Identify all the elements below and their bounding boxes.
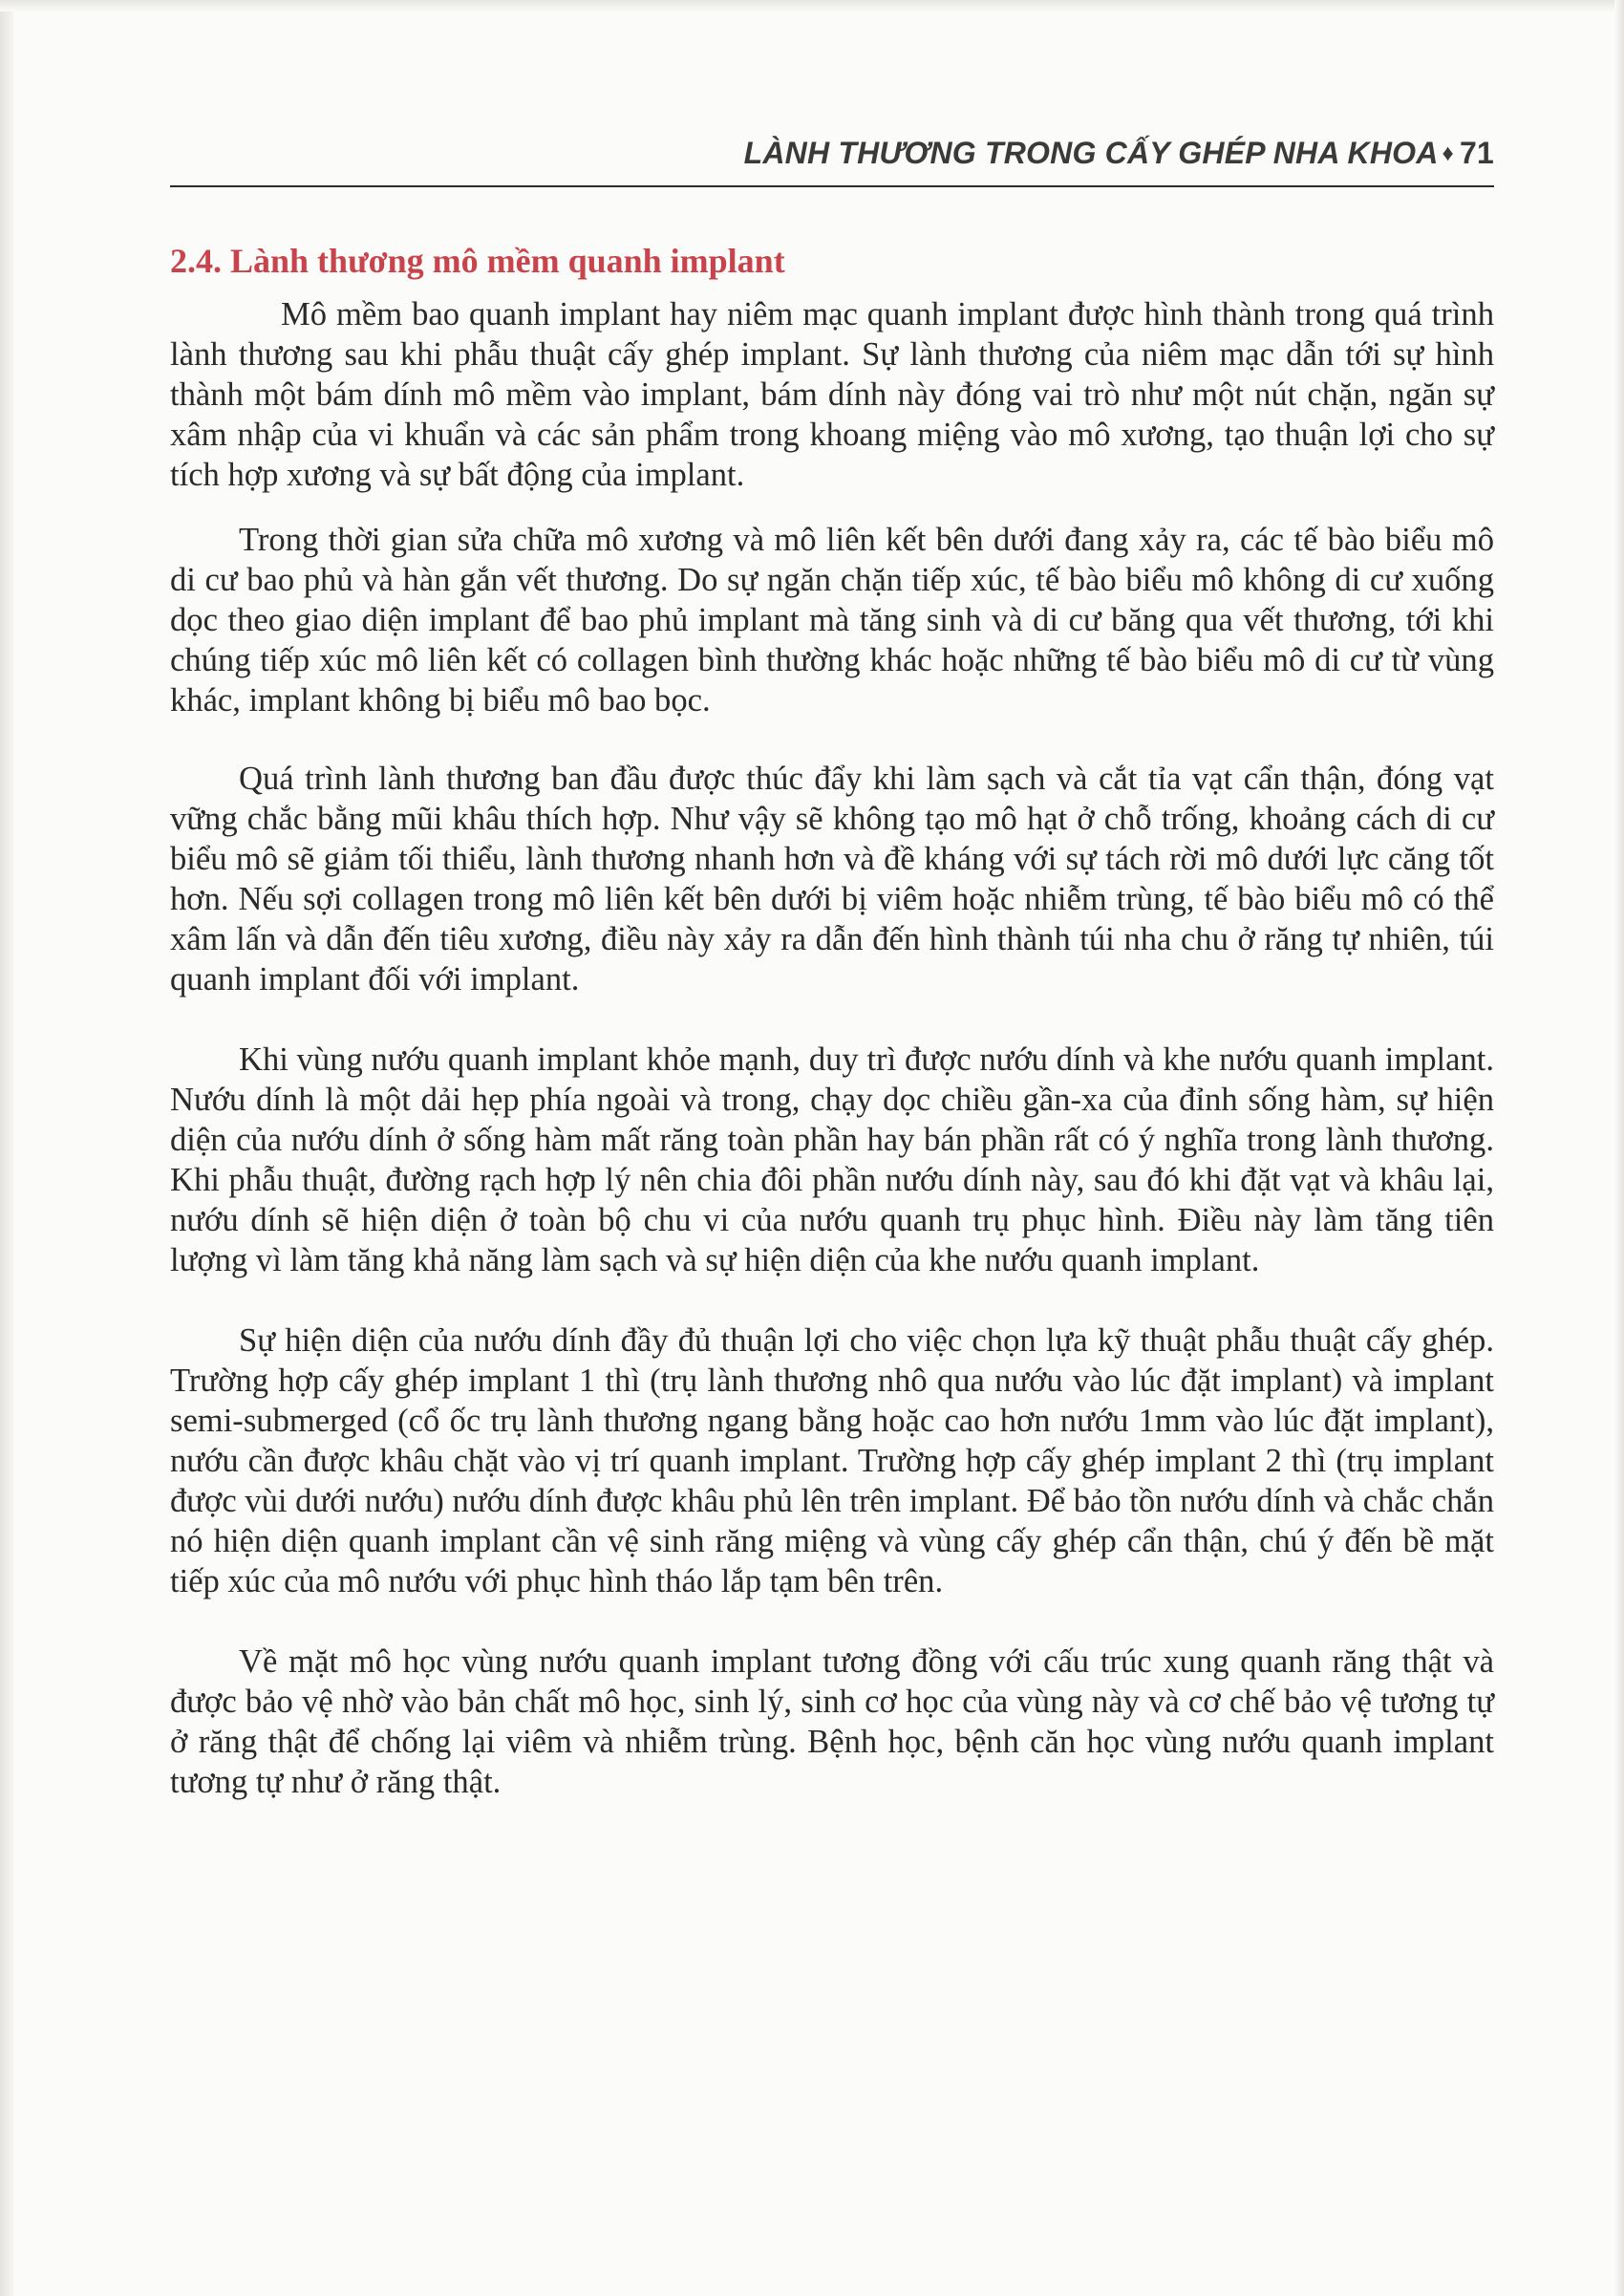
page-edge-shadow-left bbox=[0, 0, 13, 2296]
paragraph: Sự hiện diện của nướu dính đầy đủ thuận lợi cho việc chọn lựa kỹ thuật phẫu thuật cấy ghép. Trường hợp cấy ghép implant 1 thì (trụ lành thương nhô qua nướu vào lúc đặt implant) và implant semi-submerged (cổ ốc trụ lành thương ngang bằng hoặc cao hơn nướu 1mm vào lúc đặt implant), nướu cần được khâu chặt vào vị trí quanh implant. Trường hợp cấy ghép implant 2 thì (trụ implant được vùi dưới nướu) nướu dính được khâu phủ lên trên implant. Để bảo tồn nướu dính và chắc chắn nó hiện diện quanh implant cần vệ sinh răng miệng và vùng cấy ghép cẩn thận, chú ý đến bề mặt tiếp xúc của mô nướu với phục hình tháo lắp tạm bên trên. bbox=[170, 1322, 1494, 1599]
running-head bbox=[744, 136, 1494, 171]
page-body bbox=[170, 239, 1494, 1842]
section-heading: 2.4. Lành thương mô mềm quanh implant bbox=[170, 242, 785, 280]
paragraph: Quá trình lành thương ban đầu được thúc đẩy khi làm sạch và cắt tỉa vạt cẩn thận, đóng vạt vững chắc bằng mũi khâu thích hợp. Như vậy sẽ không tạo mô hạt ở chỗ trống, khoảng cách di cư biểu mô sẽ giảm tối thiểu, lành thương nhanh hơn và đề kháng với sự tách rời mô dưới lực căng tốt hơn. Nếu sợi collagen trong mô liên kết bên dưới bị viêm hoặc nhiễm trùng, tế bào biểu mô có thể xâm lấn và dẫn đến tiêu xương, điều này xảy ra dẫn đến hình thành túi nha chu ở răng tự nhiên, túi quanh implant đối với implant. bbox=[170, 761, 1494, 998]
page-number: 71 bbox=[1460, 136, 1494, 170]
running-title: LÀNH THƯƠNG TRONG CẤY GHÉP NHA KHOA bbox=[743, 136, 1439, 170]
diamond-icon: ♦ bbox=[1442, 140, 1454, 166]
paragraph: Trong thời gian sửa chữa mô xương và mô liên kết bên dưới đang xảy ra, các tế bào biểu mô di cư bao phủ và hàn gắn vết thương. Do sự ngăn chặn tiếp xúc, tế bào biểu mô không di cư xuống dọc theo giao diện implant để bao phủ implant mà tăng sinh và di cư băng qua vết thương, tới khi chúng tiếp xúc mô liên kết có collagen bình thường khác hoặc những tế bào biểu mô di cư từ vùng khác, implant không bị biểu mô bao bọc. bbox=[170, 522, 1494, 719]
paragraph: Khi vùng nướu quanh implant khỏe mạnh, duy trì được nướu dính và khe nướu quanh implant. Nướu dính là một dải hẹp phía ngoài và trong, chạy dọc chiều gần-xa của đỉnh sống hàm, sự hiện diện của nướu dính ở sống hàm mất răng toàn phần hay bán phần rất có ý nghĩa trong lành thương. Khi phẫu thuật, đường rạch hợp lý nên chia đôi phần nướu dính này, sau đó khi đặt vạt và khâu lại, nướu dính sẽ hiện diện ở toàn bộ chu vi của nướu quanh trụ phục hình. Điều này làm tăng tiên lượng vì làm tăng khả năng làm sạch và sự hiện diện của khe nướu quanh implant. bbox=[170, 1041, 1494, 1278]
page-edge-shadow-top bbox=[0, 0, 1624, 11]
page-header bbox=[170, 136, 1494, 187]
paragraph: Về mặt mô học vùng nướu quanh implant tương đồng với cấu trúc xung quanh răng thật và được bảo vệ nhờ vào bản chất mô học, sinh lý, sinh cơ học của vùng này và cơ chế bảo vệ tương tự ở răng thật để chống lại viêm và nhiễm trùng. Bệnh học, bệnh căn học vùng nướu quanh implant tương tự như ở răng thật. bbox=[170, 1643, 1494, 1800]
page-edge-shadow-right bbox=[1614, 0, 1624, 2296]
paragraph: Mô mềm bao quanh implant hay niêm mạc quanh implant được hình thành trong quá trình lành thương sau khi phẫu thuật cấy ghép implant. Sự lành thương của niêm mạc dẫn tới sự hình thành một bám dính mô mềm vào implant, bám dính này đóng vai trò như một nút chặn, ngăn sự xâm nhập của vi khuẩn và các sản phẩm trong khoang miệng vào mô xương, tạo thuận lợi cho sự tích hợp xương và sự bất động của implant. bbox=[170, 296, 1494, 493]
